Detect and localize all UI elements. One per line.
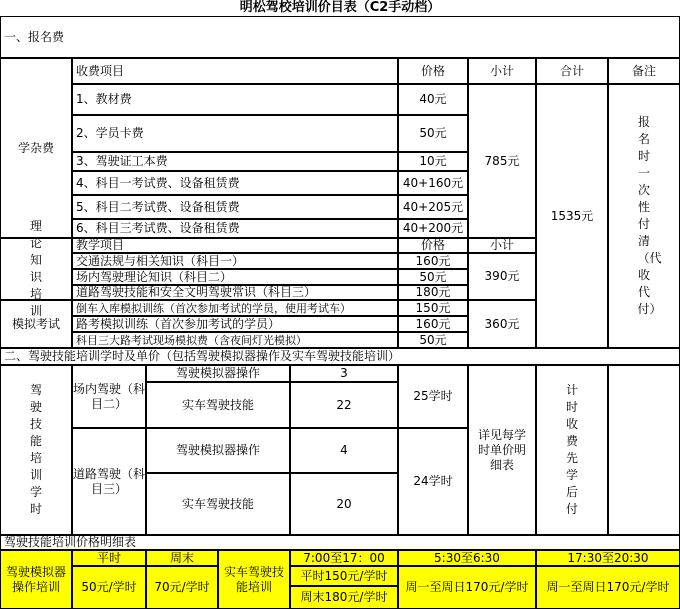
mock-item-price: 160元 (398, 316, 468, 332)
mock-subtotal: 360元 (468, 300, 536, 348)
field-driving-label: 场内驾驶（科目二） (72, 365, 146, 428)
theory-header-subtotal: 小计 (468, 238, 536, 253)
road-car-hours: 20 (290, 473, 398, 535)
slot-day-weekend-price: 周末180元/学时 (290, 586, 398, 609)
simulator-training-label: 驾驶模拟器操作培训 (0, 550, 72, 609)
mock-item-name: 路考模拟训练（首次参加考试的学员） (72, 316, 398, 332)
road-driving-label: 道路驾驶（科目三） (72, 428, 146, 535)
header-total: 合计 (536, 58, 608, 84)
weekend-header: 周末 (146, 550, 218, 566)
detail-table-title: 驾驶技能培训价格明细表 (0, 535, 680, 550)
mock-item-name: 科目三大路考试现场模拟费（含夜间灯光模拟） (72, 332, 398, 348)
theory-item-name: 场内驾驶理论知识（科目二） (72, 269, 398, 285)
slot-morning-header: 5:30至6:30 (398, 550, 536, 566)
theory-header-item: 教学项目 (72, 238, 398, 253)
simulator-weekend-price: 70元/学时 (146, 566, 218, 609)
theory-item-price: 50元 (398, 269, 468, 285)
section-skill-title: 二、驾驶技能培训学时及单价（包括驾驶模拟器操作及实车驾驶技能培训） (0, 348, 680, 365)
misc-fee-label: 学杂费 (0, 58, 72, 238)
section-registration-title: 一、报名费 (0, 16, 680, 58)
field-car-item: 实车驾驶技能 (146, 382, 290, 428)
header-remark: 备注 (608, 58, 680, 84)
sheet-title: 明松驾校培训价目表（C2手动档） (239, 0, 441, 15)
theory-header-price: 价格 (398, 238, 468, 253)
misc-item-price: 40+205元 (398, 195, 468, 219)
field-simulator-hours: 3 (290, 365, 398, 382)
field-simulator-item: 驾驶模拟器操作 (146, 365, 290, 382)
misc-item-price: 40+200元 (398, 219, 468, 238)
simulator-weekday-price: 50元/学时 (72, 566, 146, 609)
misc-item-name: 5、科目二考试费、设备租赁费 (72, 195, 398, 219)
misc-item-name: 2、学员卡费 (72, 115, 398, 152)
header-price: 价格 (398, 58, 468, 84)
road-total-hours: 24学时 (398, 428, 468, 535)
mock-item-price: 150元 (398, 300, 468, 316)
header-fee-item: 收费项目 (72, 58, 398, 84)
misc-item-price: 40+160元 (398, 171, 468, 195)
payment-remark: 报名时一次性付清（代收代付） (608, 84, 680, 348)
grand-total: 1535元 (536, 84, 608, 348)
misc-item-price: 50元 (398, 115, 468, 152)
slot-morning-price: 周一至周日170元/学时 (398, 566, 536, 609)
misc-item-name: 1、教材费 (72, 84, 398, 115)
mock-item-name: 倒车入库模拟训练（首次参加考试的学员，使用考试车） (72, 300, 398, 316)
theory-item-price: 180元 (398, 285, 468, 300)
road-simulator-item: 驾驶模拟器操作 (146, 428, 290, 473)
theory-item-name: 道路驾驶技能和安全文明驾驶常识（科目三） (72, 285, 398, 300)
misc-item-name: 3、驾驶证工本费 (72, 152, 398, 171)
theory-label: 理论知识培训 (0, 238, 72, 300)
slot-day-weekday-price: 平时150元/学时 (290, 566, 398, 586)
weekday-header: 平时 (72, 550, 146, 566)
mock-exam-label: 模拟考试 (0, 300, 72, 348)
road-simulator-hours: 4 (290, 428, 398, 473)
skill-blank-cell (608, 365, 680, 535)
slot-evening-price: 周一至周日170元/学时 (536, 566, 680, 609)
road-car-item: 实车驾驶技能 (146, 473, 290, 535)
misc-item-price: 10元 (398, 152, 468, 171)
slot-day-header: 7:00至17：00 (290, 550, 398, 566)
car-training-label: 实车驾驶技能培训 (218, 550, 290, 609)
unit-price-note: 详见每学时单价明细表 (468, 365, 536, 535)
skill-training-label: 驾驶技能培训学时 (0, 365, 72, 535)
theory-item-price: 160元 (398, 253, 468, 269)
slot-evening-header: 17:30至20:30 (536, 550, 680, 566)
pay-after-note: 计时收费先学后付 (536, 365, 608, 535)
field-car-hours: 22 (290, 382, 398, 428)
field-total-hours: 25学时 (398, 365, 468, 428)
misc-subtotal: 785元 (468, 84, 536, 238)
misc-item-price: 40元 (398, 84, 468, 115)
misc-item-name: 4、科目一考试费、设备租赁费 (72, 171, 398, 195)
mock-item-price: 50元 (398, 332, 468, 348)
theory-item-name: 交通法规与相关知识（科目一） (72, 253, 398, 269)
header-subtotal: 小计 (468, 58, 536, 84)
misc-item-name: 6、科目三考试费、设备租赁费 (72, 219, 398, 238)
theory-subtotal: 390元 (468, 253, 536, 300)
